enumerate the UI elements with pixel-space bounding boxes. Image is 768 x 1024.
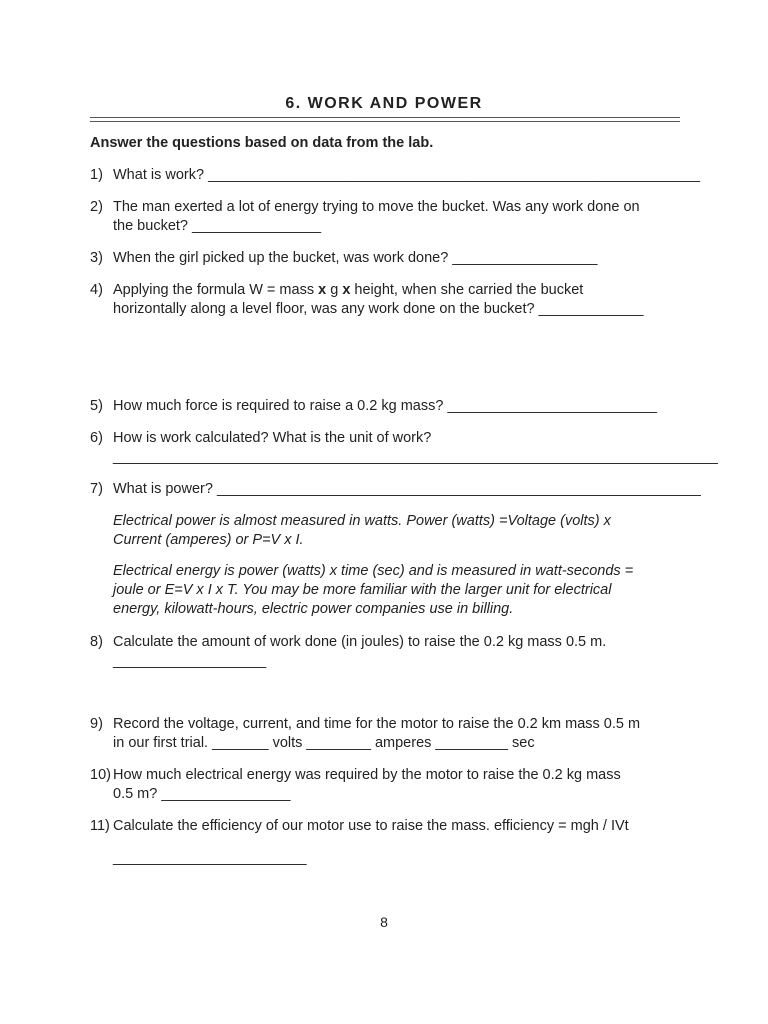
- question-number: 2): [90, 199, 103, 215]
- question-2: [90, 198, 690, 236]
- question-text: How is work calculated? What is the unit of work?: [113, 430, 432, 446]
- question-number: 1): [90, 167, 103, 183]
- page-number: 8: [380, 914, 388, 930]
- question-9: [90, 715, 690, 753]
- question-text: Calculate the efficiency of our motor use to raise the mass. efficiency = mgh / IVt: [113, 818, 629, 834]
- answer-blank: ________________________: [113, 850, 307, 866]
- title-underline-rule: [90, 117, 680, 122]
- question-1: [90, 166, 700, 185]
- question-text: When the girl picked up the bucket, was work done? __________________: [113, 250, 598, 266]
- question-text: Calculate the amount of work done (in joules) to raise the 0.2 kg mass 0.5 m.: [113, 634, 607, 650]
- question-text: g: [326, 282, 343, 298]
- question-11: [90, 817, 690, 836]
- question-7: [90, 480, 701, 499]
- question-text: Record the voltage, current, and time for the motor to raise the 0.2 km mass 0.5 m: [113, 716, 641, 732]
- question-text: What is power? ____________________________________________________________: [113, 481, 701, 497]
- question-text: How much force is required to raise a 0.2 kg mass? __________________________: [113, 398, 658, 414]
- power-note: [113, 512, 683, 550]
- question-number: 5): [90, 398, 103, 414]
- question-text-continued: the bucket? ________________: [113, 218, 322, 234]
- question-8: [90, 633, 690, 671]
- question-4: [90, 281, 690, 319]
- question-text: How much electrical energy was required by the motor to raise the 0.2 kg mass: [113, 767, 621, 783]
- answer-blank: ___________________________________________________________________________: [113, 449, 718, 465]
- question-text: Applying the formula W = mass: [113, 282, 319, 298]
- question-number: 9): [90, 716, 103, 732]
- question-5: [90, 397, 690, 416]
- multiply-symbol: x: [318, 282, 327, 298]
- question-number: 4): [90, 282, 103, 298]
- question-number: 3): [90, 250, 103, 266]
- note-line: energy, kilowatt-hours, electric power companies use in billing.: [113, 601, 514, 617]
- question-number: 7): [90, 481, 103, 497]
- section-title: 6. WORK AND POWER: [285, 95, 483, 112]
- energy-note: [113, 562, 683, 619]
- question-6: [90, 429, 718, 467]
- note-line: Electrical energy is power (watts) x time (sec) and is measured in watt-seconds =: [113, 563, 634, 579]
- question-text-continued: 0.5 m? ________________: [113, 786, 291, 802]
- instructions-text: Answer the questions based on data from the lab.: [90, 135, 434, 151]
- question-number: 8): [90, 634, 103, 650]
- question-text-continued: horizontally along a level floor, was any work done on the bucket? _____________: [113, 301, 644, 317]
- note-line: joule or E=V x I x T. You may be more familiar with the larger unit for electrical: [113, 582, 612, 598]
- question-text: What is work? _____________________________________________________________: [113, 167, 700, 183]
- question-text-continued: in our first trial. _______ volts ________ amperes _________ sec: [113, 735, 535, 751]
- question-number: 6): [90, 430, 103, 446]
- question-10: [90, 766, 690, 804]
- multiply-symbol: x: [342, 282, 351, 298]
- question-text: height, when she carried the bucket: [350, 282, 584, 298]
- note-line: Electrical power is almost measured in watts. Power (watts) =Voltage (volts) x: [113, 513, 611, 529]
- question-11-answer: [90, 849, 690, 868]
- note-line: Current (amperes) or P=V x I.: [113, 532, 304, 548]
- question-text: The man exerted a lot of energy trying to move the bucket. Was any work done on: [113, 199, 640, 215]
- question-number: 11): [90, 818, 110, 834]
- question-number: 10): [90, 767, 111, 783]
- question-3: [90, 249, 690, 268]
- answer-blank: ___________________: [113, 653, 267, 669]
